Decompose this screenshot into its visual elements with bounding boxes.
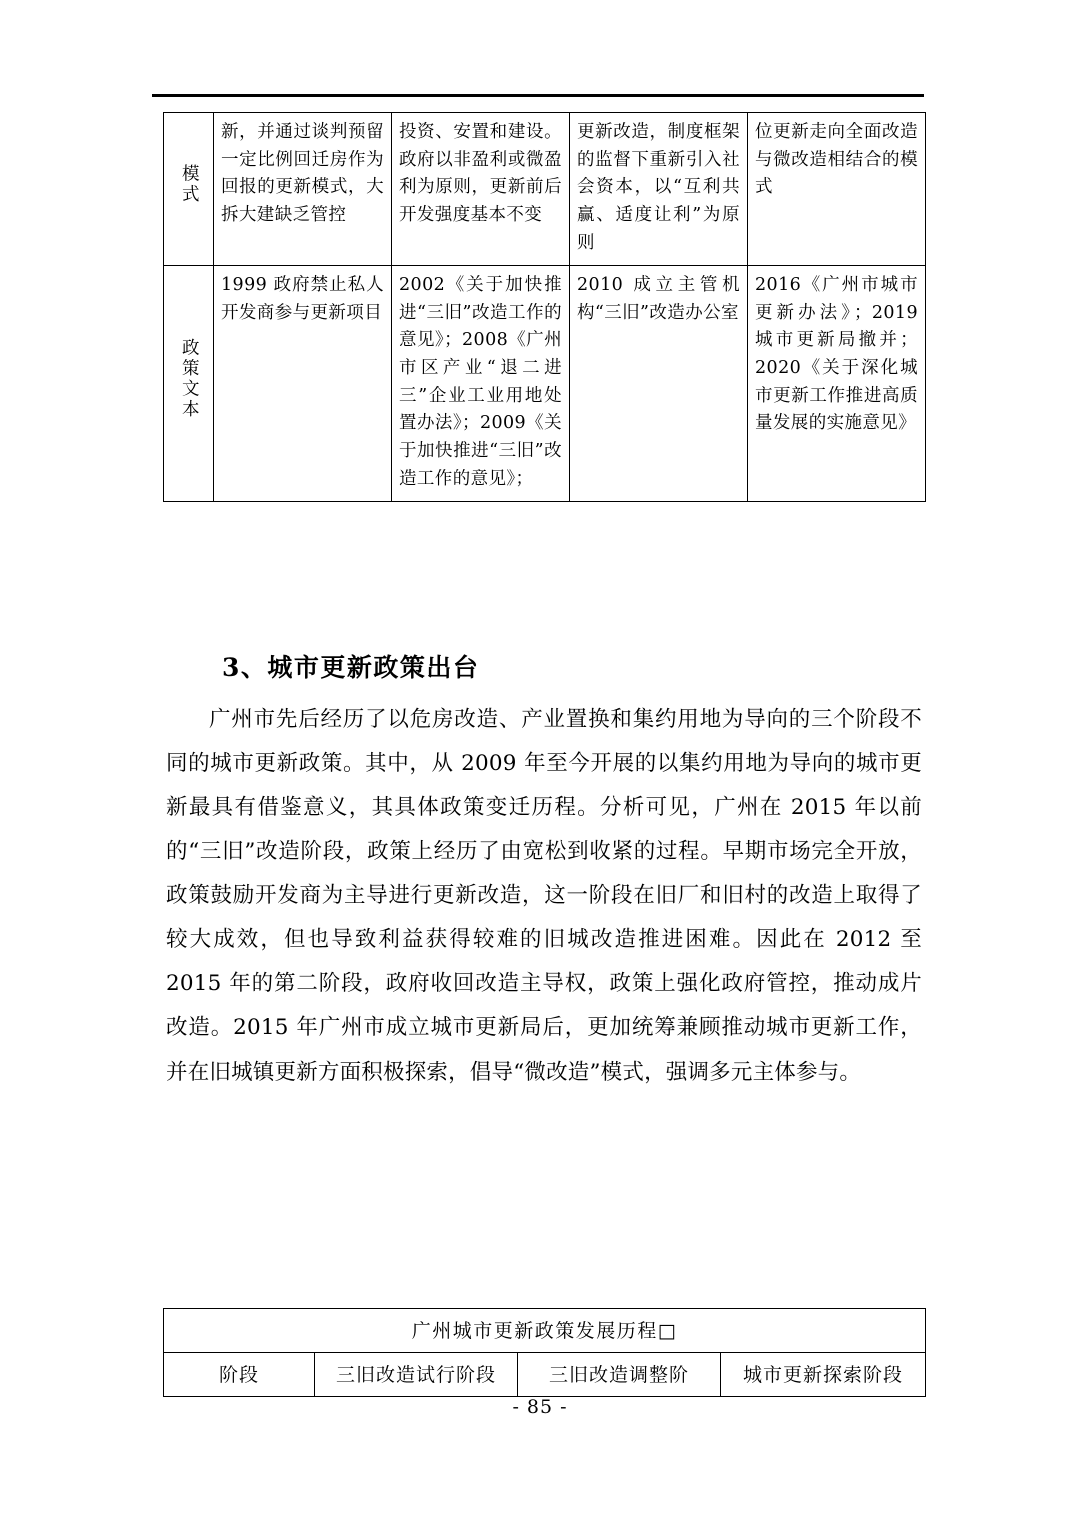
table-cell: 更新改造，制度框架的监督下重新引入社会资本，以“互利共赢、适度让利”为原则 (570, 113, 748, 266)
table-cell: 2016《广州市城市更新办法》；2019 城市更新局撤并；2020《关于深化城市更新工作推进高质量发展的实施意见》 (748, 266, 926, 502)
row-header-mode-label: 模式 (179, 163, 200, 205)
continued-comparison-table (163, 112, 926, 502)
table-row (164, 113, 926, 266)
section-heading: 3、城市更新政策出台 (222, 653, 480, 682)
table-header-row (164, 1353, 926, 1397)
row-header-mode (164, 113, 214, 266)
body-paragraph: 广州市先后经历了以危房改造、产业置换和集约用地为导向的三个阶段不同的城市更新政策。其中，从 2009 年至今开展的以集约用地为导向的城市更新最具有借鉴意义，其具体政策变迁历程。分析可见，广州在 2015 年以前的“三旧”改造阶段，政策上经历了由宽松到收紧的过程。早期市场完全开放，政策鼓励开发商为主导进行更新改造，这一阶段在旧厂和旧村的改造上取得了较大成效，但也导致利益获得较难的旧城改造推进困难。因此在 2012 至 2015 年的第二阶段，政府收回改造主导权，政策上强化政府管控，推动成片改造。2015 年广州市成立城市更新局后，更加统筹兼顾推动城市更新工作，并在旧城镇更新方面积极探索，倡导“微改造”模式，强调多元主体参与。 (166, 707, 922, 1085)
page-number: - 85 - (512, 1396, 568, 1418)
table-caption: 广州城市更新政策发展历程□ (164, 1309, 926, 1353)
column-header: 三旧改造试行阶段 (315, 1353, 518, 1397)
row-header-policy-text-label: 政策文本 (179, 337, 200, 420)
table-cell: 投资、安置和建设。政府以非盈利或微盈利为原则，更新前后开发强度基本不变 (392, 113, 570, 266)
row-header-policy-text (164, 266, 214, 502)
table-cell: 1999 政府禁止私人开发商参与更新项目 (214, 266, 392, 502)
table-cell: 2010 成立主管机构“三旧”改造办公室 (570, 266, 748, 502)
table-cell: 2002《关于加快推进“三旧”改造工作的意见》；2008《广州市区产业“退二进三”企业工业用地处置办法》；2009《关于加快推进“三旧”改造工作的意见》； (392, 266, 570, 502)
column-header: 三旧改造调整阶 (518, 1353, 721, 1397)
column-header: 阶段 (164, 1353, 315, 1397)
table-row (164, 266, 926, 502)
column-header: 城市更新探索阶段 (721, 1353, 926, 1397)
table-caption-row (164, 1309, 926, 1353)
header-rule (152, 94, 924, 97)
policy-timeline-table (163, 1308, 926, 1397)
table-cell: 新，并通过谈判预留一定比例回迁房作为回报的更新模式，大拆大建缺乏管控 (214, 113, 392, 266)
table-cell: 位更新走向全面改造与微改造相结合的模式 (748, 113, 926, 266)
